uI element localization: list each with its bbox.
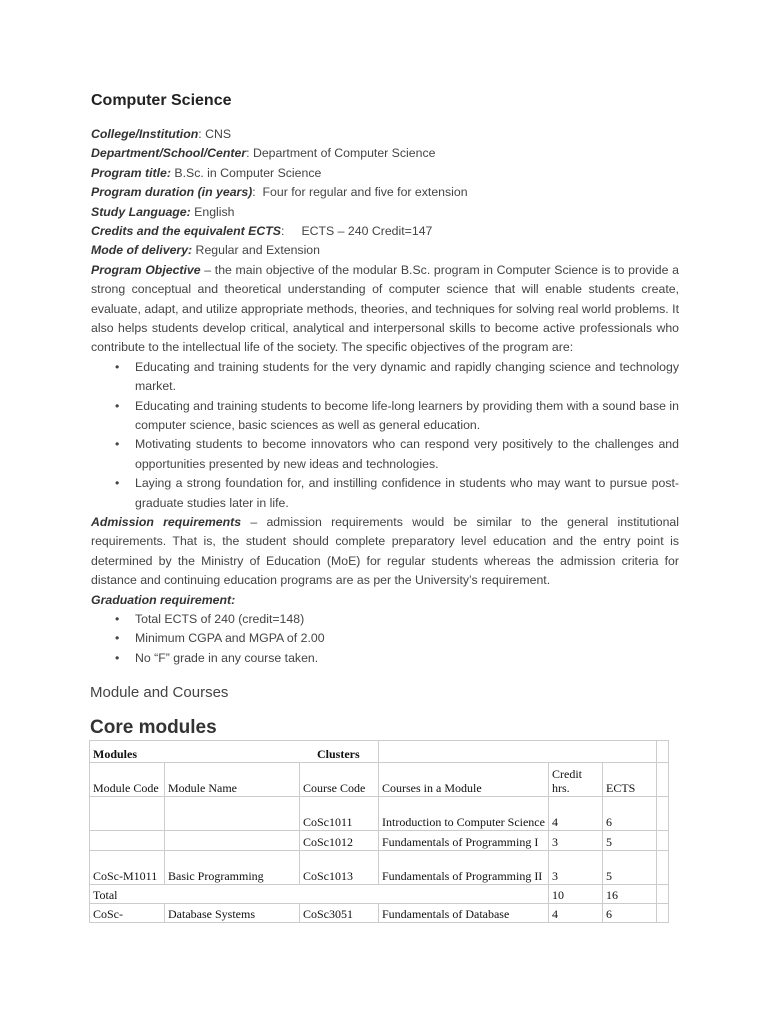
college-line [91, 125, 679, 144]
col-courses: Courses in a Module [379, 763, 549, 797]
page-title: Computer Science [91, 92, 232, 109]
core-modules-heading: Core modules [90, 717, 217, 738]
credits-label: Credits and the equivalent ECTS [91, 223, 281, 238]
module-courses-heading: Module and Courses [90, 684, 229, 701]
college-value: : CNS [198, 127, 232, 141]
program-title-line [91, 164, 679, 183]
admission-paragraph [91, 513, 679, 591]
modules-group-header: Modules [90, 741, 379, 763]
list-item: • Educating and training students for the very dynamic and rapidly changing science and technology market. [135, 358, 679, 397]
delivery-value: Regular and Extension [192, 243, 320, 258]
table-row: CoSc-M1011 Basic Programming CoSc1013 Fundamentals of Programming II 3 5 [90, 851, 669, 885]
language-value: English [190, 204, 235, 219]
total-credit: 10 [549, 885, 603, 904]
objective-paragraph [91, 261, 679, 358]
college-label: College/Institution [91, 127, 199, 141]
duration-line [91, 183, 679, 202]
list-item: • Total ECTS of 240 (credit=148) [135, 610, 679, 629]
objective-label: Program Objective [91, 262, 201, 277]
list-item: • No “F” grade in any course taken. [135, 649, 679, 668]
delivery-line [91, 241, 679, 260]
department-value: : Department of Computer Science [246, 146, 436, 161]
table-row: CoSc1011 Introduction to Computer Science 4 6 [90, 797, 669, 831]
table-total-row [90, 885, 669, 904]
duration-label: Program duration (in years) [91, 185, 253, 200]
credits-value: : ECTS – 240 Credit=147 [280, 223, 433, 238]
list-item: • Motivating students to become innovators who can respond very positively to the challenges and opportunities presented by new ideas and technologies. [135, 435, 679, 474]
admission-text: – admission requirements would be similar to the general institutional requirements. That is, the student should complete preparatory level education and the entry point is determined by the Ministry of Education (MoE) for regular students whereas the admission criteria for distance and continuing education programs are as per the University’s requirement. [91, 515, 679, 588]
department-line [91, 144, 679, 163]
clusters-group-header [317, 741, 657, 763]
department-label: Department/School/Center [91, 146, 247, 161]
clusters-group-label: Clusters [317, 747, 360, 761]
program-title-label: Program title: [91, 165, 171, 180]
table-column-header [90, 763, 669, 797]
table-row: CoSc- Database Systems CoSc3051 Fundamentals of Database 4 6 [90, 904, 669, 923]
table-row: CoSc1012 Fundamentals of Programming I 3 5 [90, 831, 669, 851]
delivery-label: Mode of delivery: [91, 243, 193, 258]
list-item: • Minimum CGPA and MGPA of 2.00 [135, 629, 679, 648]
col-course-code: Course Code [300, 763, 379, 797]
graduation-label: Graduation requirement: [91, 592, 236, 607]
total-ects: 16 [603, 885, 657, 904]
objective-text: – the main objective of the modular B.Sc. program in Computer Science is to provide a strong conceptual and theoretical understanding of computer science that will enable students create, evaluate, adapt, and utilize appropriate methods, theories, and techniques for solving real world problems. It also helps students develop critical, analytical and interpersonal skills to become active professionals who contribute to the intellectual life of the society. The specific objectives of the program are: [91, 262, 679, 355]
core-modules-table [89, 740, 669, 923]
objectives-list [91, 358, 679, 513]
language-line [91, 203, 679, 222]
graduation-line [91, 591, 679, 610]
duration-value: : Four for regular and five for extension [252, 185, 468, 200]
total-label: Total [90, 885, 549, 904]
col-module-code: Module Code [90, 763, 165, 797]
language-label: Study Language: [91, 204, 191, 219]
col-credit: Credit hrs. [549, 763, 603, 797]
graduation-list [91, 610, 679, 668]
list-item: • Educating and training students to become life-long learners by providing them with a sound base in computer science, basic sciences as well as general education. [135, 397, 679, 436]
program-info [91, 125, 679, 668]
admission-label: Admission requirements [91, 515, 242, 530]
credits-line [91, 222, 679, 241]
col-module-name: Module Name [165, 763, 300, 797]
table-group-header [90, 741, 669, 763]
col-ects: ECTS [603, 763, 657, 797]
list-item: • Laying a strong foundation for, and instilling confidence in students who may want to pursue post-graduate studies later in life. [135, 474, 679, 513]
program-title-value: B.Sc. in Computer Science [170, 165, 322, 180]
